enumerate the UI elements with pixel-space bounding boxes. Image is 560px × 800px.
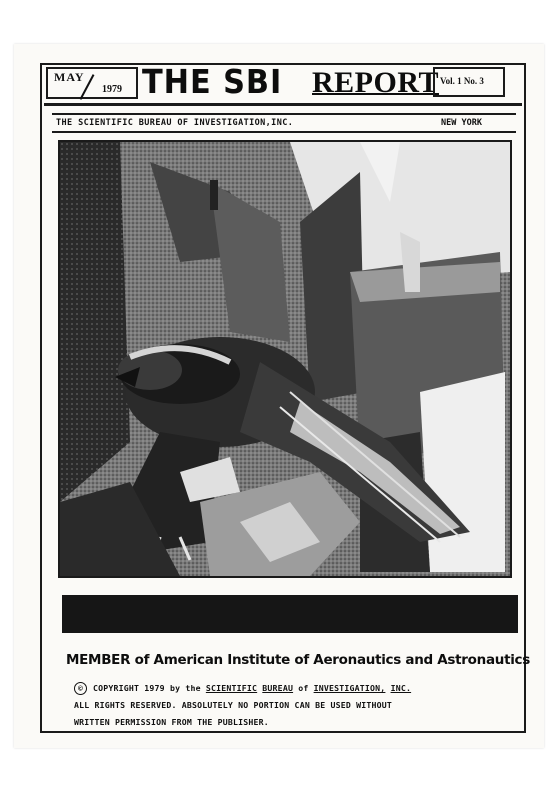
cover-photo — [58, 140, 512, 578]
member-organization: of American Institute of Aeronautics and Astronautics — [130, 652, 530, 668]
copyright-line-3: WRITTEN PERMISSION FROM THE PUBLISHER. — [74, 717, 269, 727]
organization-location: NEW YORK — [441, 118, 482, 128]
volume-number: Vol. 1 No. 3 — [440, 76, 484, 86]
masthead-rule — [44, 103, 522, 106]
copyright-icon: © — [74, 682, 87, 695]
eagle-sculpture-icon — [60, 142, 510, 576]
copyright-inc: INC. — [390, 683, 412, 693]
volume-box — [433, 67, 505, 97]
issue-year: 1979 — [102, 84, 122, 95]
copyright-of: of — [293, 683, 314, 693]
masthead — [44, 64, 522, 104]
organization-name: THE SCIENTIFIC BUREAU OF INVESTIGATION,INC. — [56, 118, 294, 128]
masthead-title: THE SBI — [142, 62, 283, 101]
black-banner — [62, 595, 518, 633]
member-lead: MEMBER — [66, 652, 131, 668]
masthead-report-title: REPORT — [312, 66, 439, 99]
issue-month: MAY — [54, 70, 85, 84]
issue-date-box — [46, 67, 138, 99]
copyright-investigation: INVESTIGATION, — [313, 683, 386, 693]
membership-line — [66, 652, 530, 668]
copyright-bureau: BUREAU — [262, 683, 294, 693]
copyright-text: COPYRIGHT 1979 by the — [93, 683, 206, 693]
copyright-scientific: SCIENTIFIC — [205, 683, 258, 693]
copyright-line-1 — [74, 680, 514, 697]
subhead-bar — [52, 113, 516, 133]
copyright-notice — [74, 680, 514, 731]
copyright-line-2: ALL RIGHTS RESERVED. ABSOLUTELY NO PORTION CAN BE USED WITHOUT — [74, 700, 393, 710]
